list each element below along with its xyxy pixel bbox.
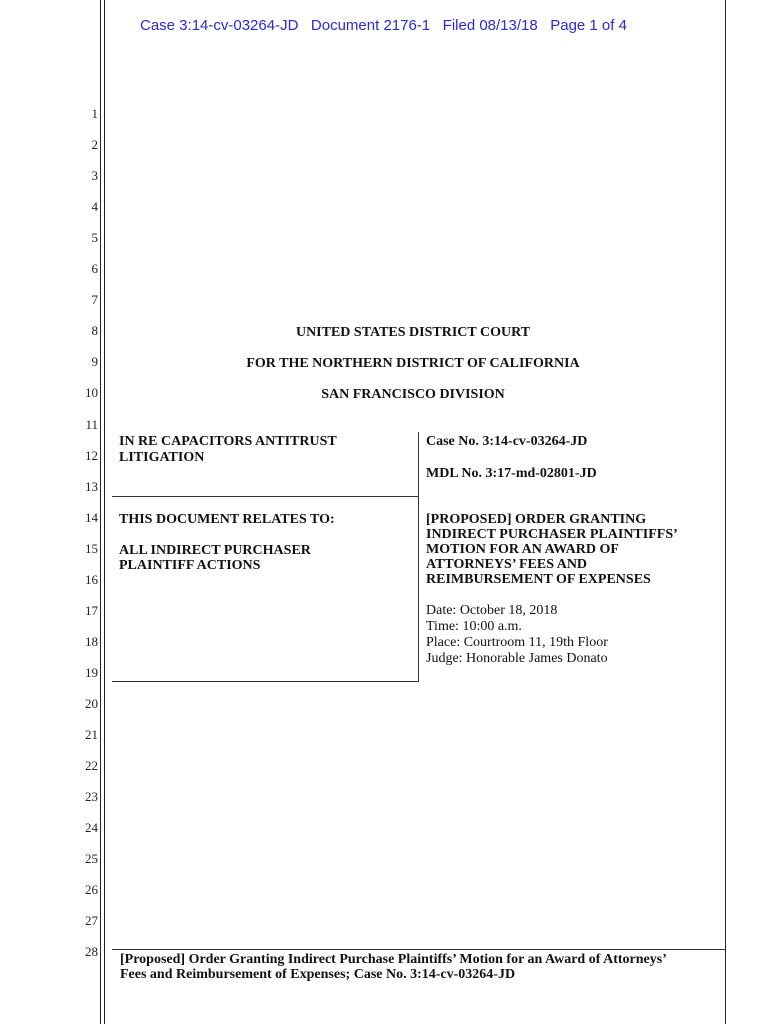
line-number: 26	[85, 882, 98, 897]
line-number: 13	[85, 479, 98, 494]
line-number: 18	[85, 634, 98, 649]
line-number: 8	[91, 323, 98, 338]
line-number: 12	[85, 448, 98, 463]
line-number: 1	[91, 106, 98, 121]
line-number: 27	[85, 913, 98, 928]
ecf-header-stamp: Case 3:14-cv-03264-JD Document 2176-1 Filed 08/13/18 Page 1 of 4	[140, 17, 627, 34]
line-number: 23	[85, 789, 98, 804]
line-number: 10	[85, 385, 98, 400]
actions-line-2: PLAINTIFF ACTIONS	[119, 558, 261, 573]
line-number: 9	[91, 354, 98, 369]
case-number: Case No. 3:14-cv-03264-JD	[426, 434, 588, 449]
line-number: 14	[85, 510, 98, 525]
hearing-time: Time: 10:00 a.m.	[426, 619, 522, 634]
document-title-line-5: REIMBURSEMENT OF EXPENSES	[426, 572, 651, 587]
document-title-line-1: [PROPOSED] ORDER GRANTING	[426, 512, 647, 527]
left-margin-line-outer	[100, 0, 101, 1024]
line-number: 19	[85, 665, 98, 680]
caption-rule-middle	[112, 496, 418, 497]
line-number: 2	[91, 137, 98, 152]
line-number: 15	[85, 541, 98, 556]
hearing-place: Place: Courtroom 11, 19th Floor	[426, 635, 608, 650]
line-number: 28	[85, 944, 98, 959]
line-number: 3	[91, 168, 98, 183]
caption-divider-vertical	[418, 432, 419, 682]
caption-rule-bottom	[112, 681, 418, 682]
actions-line-1: ALL INDIRECT PURCHASER	[119, 543, 311, 558]
line-number: 21	[85, 727, 98, 742]
line-number: 20	[85, 696, 98, 711]
court-name: UNITED STATES DISTRICT COURT	[295, 325, 531, 340]
footer-line-1: [Proposed] Order Granting Indirect Purchase Plaintiffs’ Motion for an Award of Attorneys’	[120, 952, 667, 967]
court-district: FOR THE NORTHERN DISTRICT OF CALIFORNIA	[246, 356, 580, 371]
hearing-date: Date: October 18, 2018	[426, 603, 558, 618]
line-number: 11	[85, 417, 98, 432]
line-number: 7	[91, 292, 98, 307]
case-name-line-2: LITIGATION	[119, 450, 205, 465]
line-number: 25	[85, 851, 98, 866]
relates-to-label: THIS DOCUMENT RELATES TO:	[119, 512, 335, 527]
case-name-line-1: IN RE CAPACITORS ANTITRUST	[119, 434, 337, 449]
line-number: 4	[91, 199, 98, 214]
line-number: 17	[85, 603, 98, 618]
court-division: SAN FRANCISCO DIVISION	[321, 387, 505, 402]
line-number: 5	[91, 230, 98, 245]
document-title-line-3: MOTION FOR AN AWARD OF	[426, 542, 619, 557]
document-title-line-2: INDIRECT PURCHASER PLAINTIFFS’	[426, 527, 678, 542]
right-margin-line	[725, 0, 726, 1024]
line-number: 22	[85, 758, 98, 773]
hearing-judge: Judge: Honorable James Donato	[426, 651, 608, 666]
footer-line-2: Fees and Reimbursement of Expenses; Case No. 3:14-cv-03264-JD	[120, 967, 516, 982]
mdl-number: MDL No. 3:17-md-02801-JD	[426, 466, 597, 481]
line-number: 24	[85, 820, 98, 835]
document-title-line-4: ATTORNEYS’ FEES AND	[426, 557, 588, 572]
line-number: 16	[85, 572, 98, 587]
left-margin-line-inner	[104, 0, 105, 1024]
line-number: 6	[91, 261, 98, 276]
footer-rule	[112, 949, 725, 950]
